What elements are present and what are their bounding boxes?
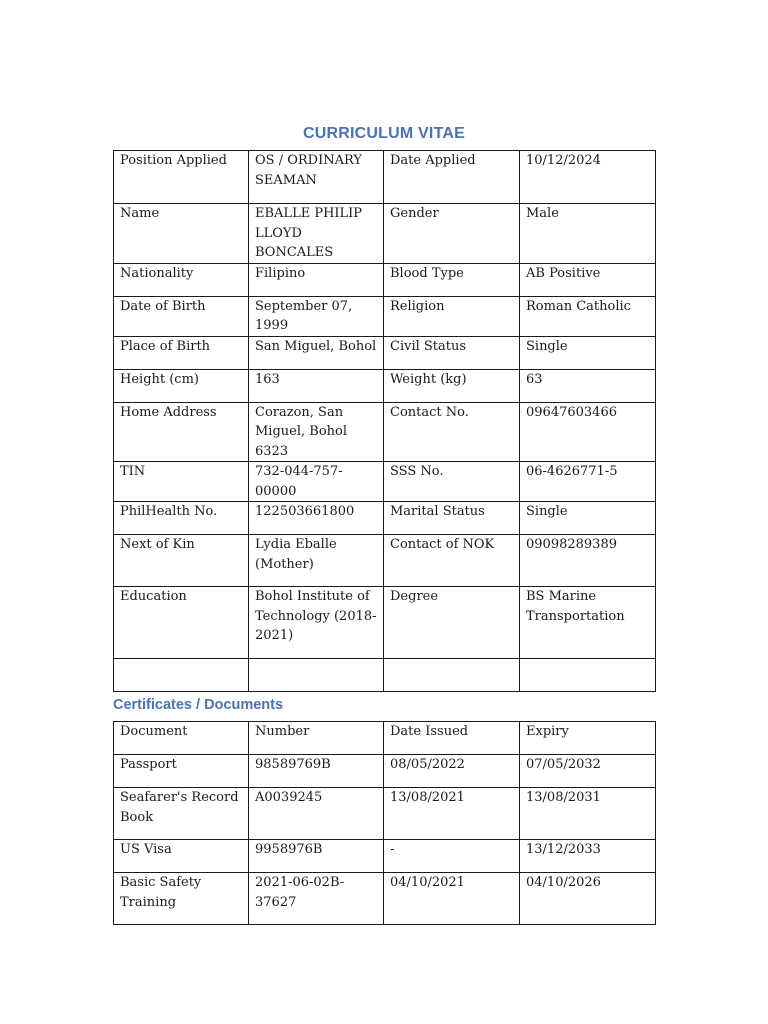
column-header: Date Issued (384, 722, 520, 755)
document-expiry: 04/10/2026 (520, 873, 656, 925)
field-label: Blood Type (384, 263, 520, 296)
field-value: 122503661800 (249, 502, 384, 535)
empty-cell (520, 659, 656, 692)
field-label: Name (114, 204, 249, 264)
document-date-issued: 04/10/2021 (384, 873, 520, 925)
document-name: Passport (114, 755, 249, 788)
document-expiry: 13/12/2033 (520, 840, 656, 873)
table-row (114, 840, 656, 873)
field-label: Marital Status (384, 502, 520, 535)
certificates-table (113, 721, 656, 925)
field-label: Date of Birth (114, 296, 249, 336)
field-label: Contact of NOK (384, 535, 520, 587)
field-value: Roman Catholic (520, 296, 656, 336)
field-value: Filipino (249, 263, 384, 296)
table-row (114, 369, 656, 402)
document-number: 9958976B (249, 840, 384, 873)
table-row (114, 587, 656, 659)
field-value: Single (520, 502, 656, 535)
table-row-empty (114, 659, 656, 692)
table-row (114, 755, 656, 788)
field-value: AB Positive (520, 263, 656, 296)
empty-cell (114, 659, 249, 692)
field-value: Male (520, 204, 656, 264)
table-row (114, 873, 656, 925)
field-label: Weight (kg) (384, 369, 520, 402)
section-title-certificates: Certificates / Documents (113, 697, 284, 713)
document-number: 98589769B (249, 755, 384, 788)
field-label: Next of Kin (114, 535, 249, 587)
field-value: Single (520, 336, 656, 369)
document-expiry: 13/08/2031 (520, 788, 656, 840)
field-value: 09098289389 (520, 535, 656, 587)
page-title: CURRICULUM VITAE (302, 125, 465, 142)
field-label: Height (cm) (114, 369, 249, 402)
field-label: Date Applied (384, 151, 520, 204)
table-row (114, 502, 656, 535)
document-name: Basic Safety Training (114, 873, 249, 925)
document-expiry: 07/05/2032 (520, 755, 656, 788)
field-value: BS Marine Transportation (520, 587, 656, 659)
field-label: Nationality (114, 263, 249, 296)
field-value: San Miguel, Bohol (249, 336, 384, 369)
document-number: A0039245 (249, 788, 384, 840)
field-label: Civil Status (384, 336, 520, 369)
field-value: 09647603466 (520, 402, 656, 462)
field-value: 63 (520, 369, 656, 402)
document-name: Seafarer's Record Book (114, 788, 249, 840)
column-header: Number (249, 722, 384, 755)
field-label: Contact No. (384, 402, 520, 462)
field-value: 732-044-757-00000 (249, 462, 384, 502)
field-value: Lydia Eballe (Mother) (249, 535, 384, 587)
field-label: PhilHealth No. (114, 502, 249, 535)
table-row (114, 296, 656, 336)
field-value: 163 (249, 369, 384, 402)
field-label: Education (114, 587, 249, 659)
field-value: EBALLE PHILIP LLOYD BONCALES (249, 204, 384, 264)
table-row (114, 462, 656, 502)
table-row (114, 535, 656, 587)
field-label: Place of Birth (114, 336, 249, 369)
field-value: OS / ORDINARY SEAMAN (249, 151, 384, 204)
document-date-issued: 13/08/2021 (384, 788, 520, 840)
table-row (114, 336, 656, 369)
field-value: 06-4626771-5 (520, 462, 656, 502)
table-row (114, 204, 656, 264)
table-row (114, 263, 656, 296)
column-header: Expiry (520, 722, 656, 755)
field-value: 10/12/2024 (520, 151, 656, 204)
cv-table (113, 150, 656, 692)
table-row (114, 788, 656, 840)
field-label: Religion (384, 296, 520, 336)
field-label: Degree (384, 587, 520, 659)
field-value: Bohol Institute of Technology (2018-2021) (249, 587, 384, 659)
column-header: Document (114, 722, 249, 755)
field-label: Position Applied (114, 151, 249, 204)
field-value: Corazon, San Miguel, Bohol 6323 (249, 402, 384, 462)
field-label: Home Address (114, 402, 249, 462)
field-label: Gender (384, 204, 520, 264)
empty-cell (384, 659, 520, 692)
document-date-issued: - (384, 840, 520, 873)
field-value: September 07, 1999 (249, 296, 384, 336)
document-number: 2021-06-02B-37627 (249, 873, 384, 925)
document-date-issued: 08/05/2022 (384, 755, 520, 788)
document-name: US Visa (114, 840, 249, 873)
field-label: TIN (114, 462, 249, 502)
table-row (114, 151, 656, 204)
table-header-row (114, 722, 656, 755)
table-row (114, 402, 656, 462)
empty-cell (249, 659, 384, 692)
field-label: SSS No. (384, 462, 520, 502)
